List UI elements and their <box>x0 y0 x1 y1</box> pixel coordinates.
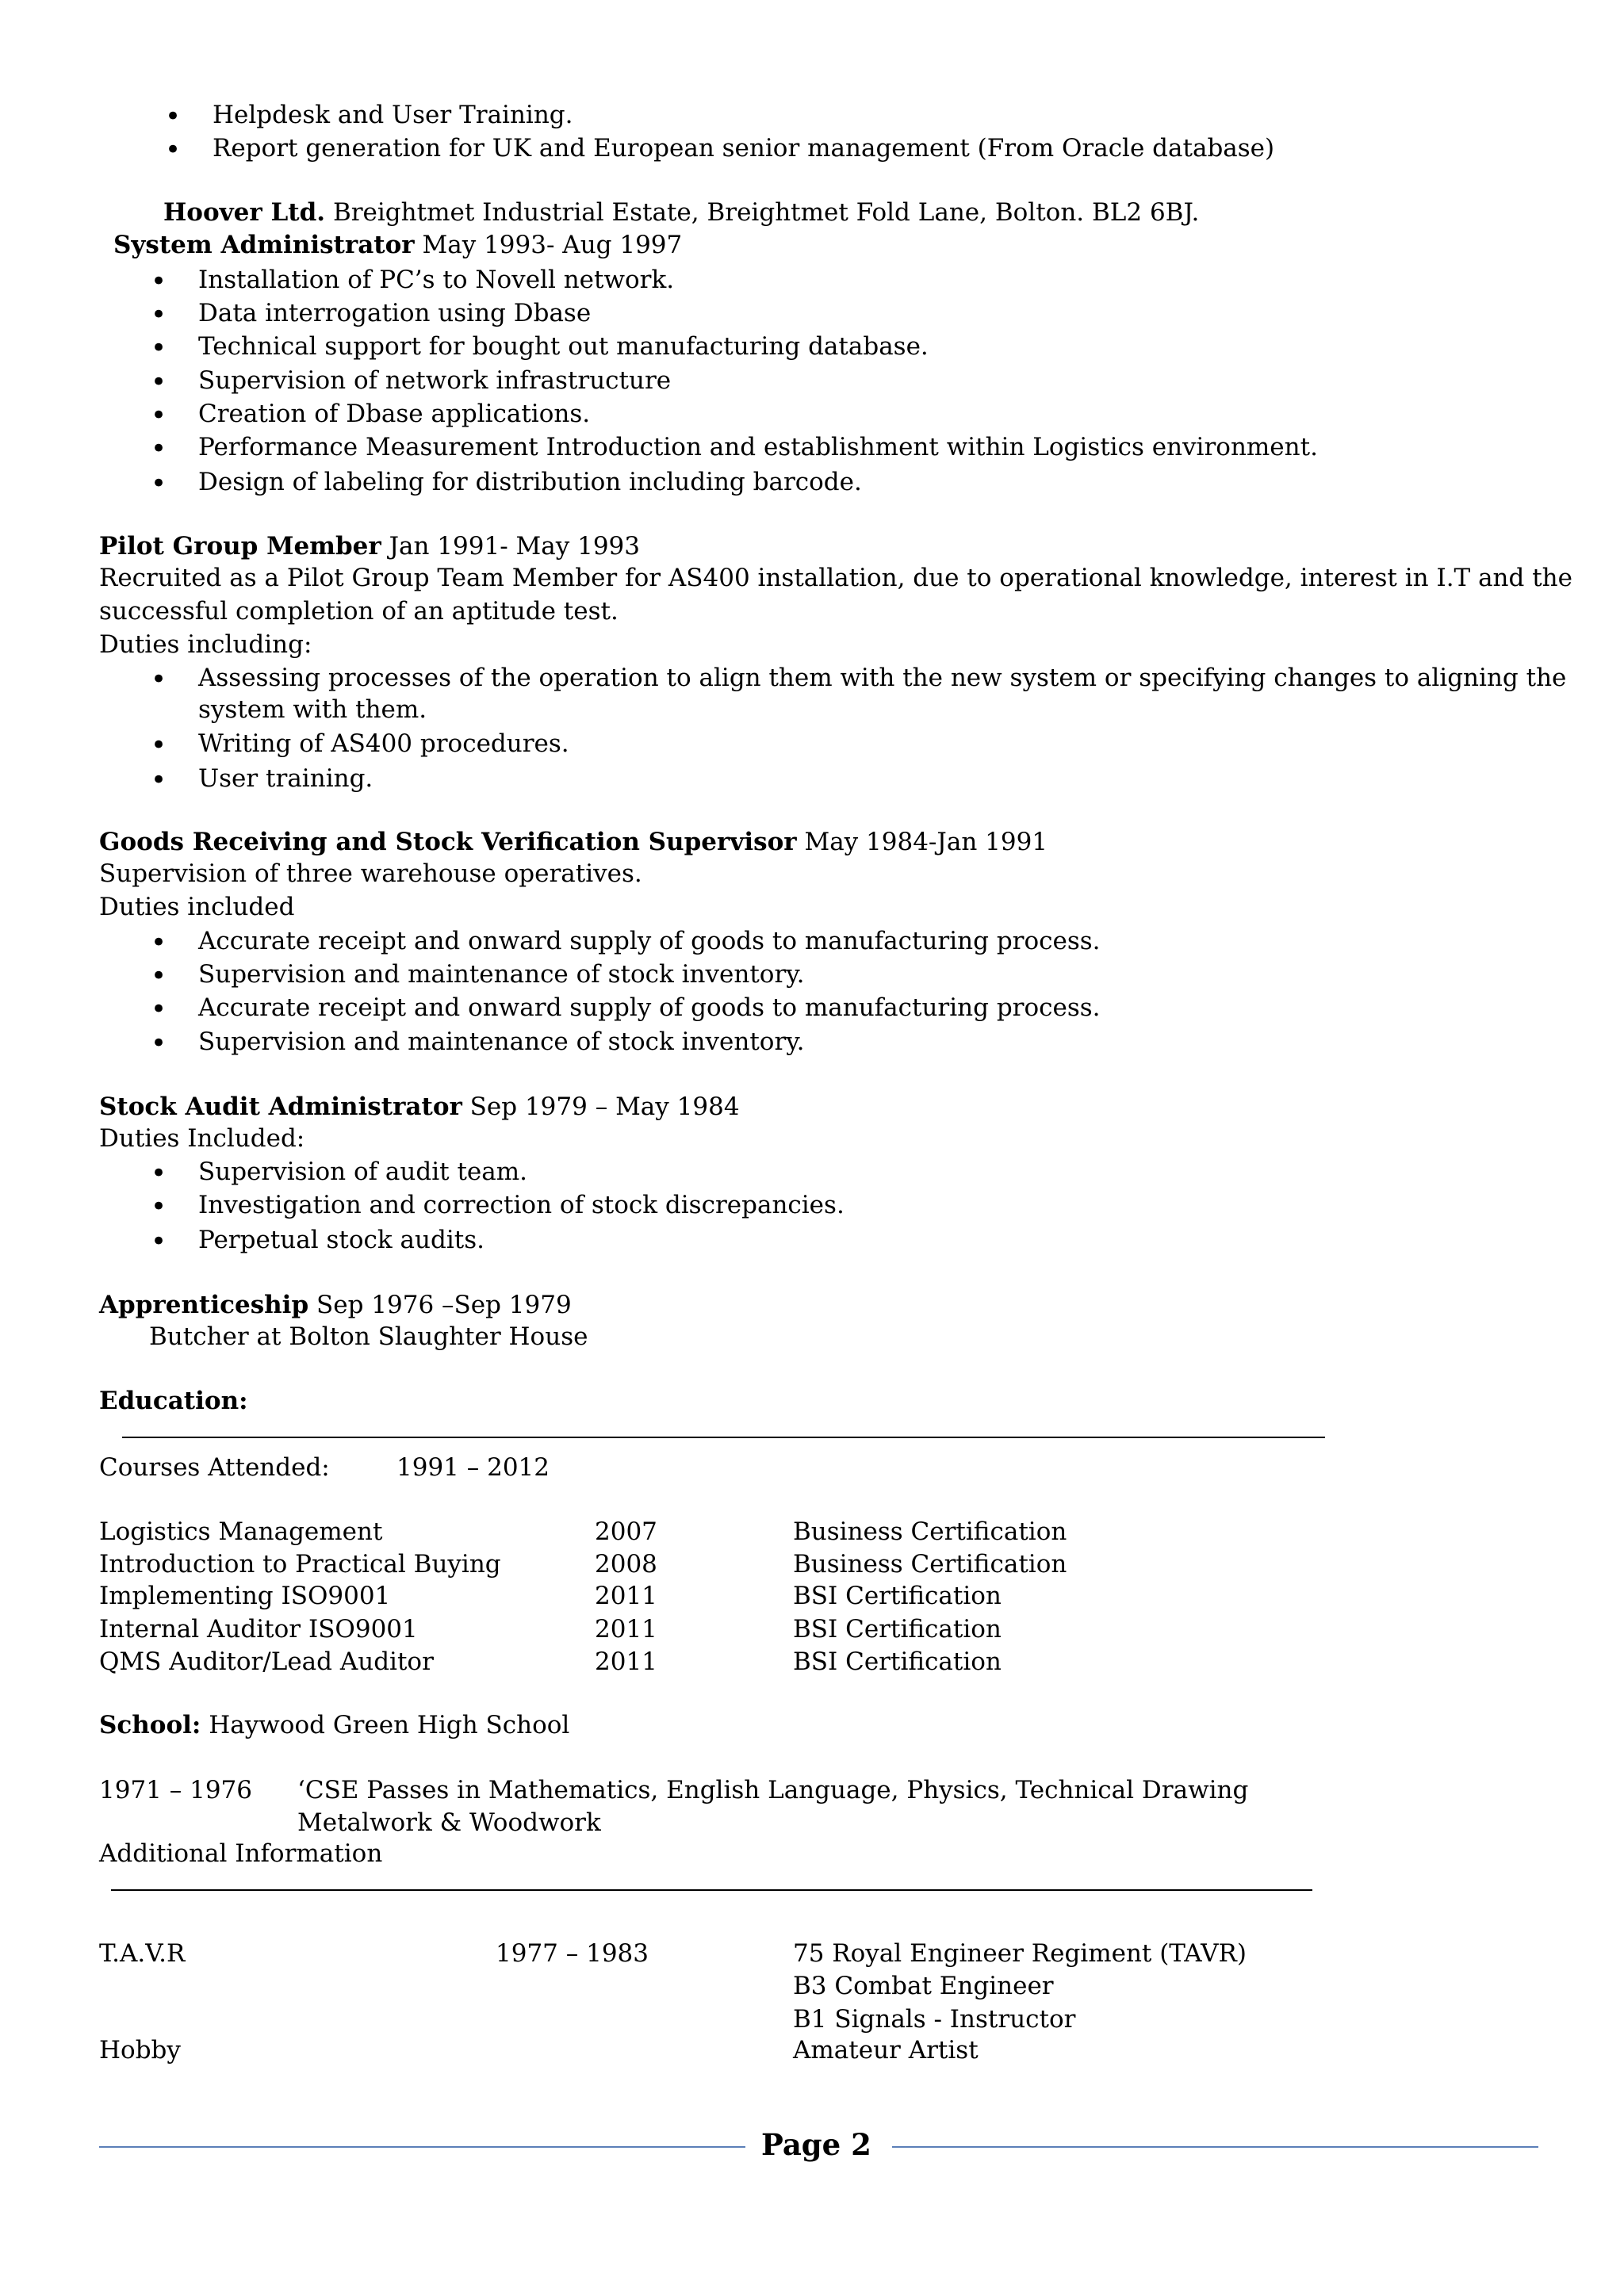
list-item: • Installation of PC’s to Novell network. <box>198 268 674 293</box>
list-item: • Accurate receipt and onward supply of goods to manufacturing process. <box>198 996 1101 1020</box>
courses-label: Courses Attended: <box>99 1453 330 1482</box>
role-line <box>99 830 1048 855</box>
list-item: • Performance Measurement Introduction and establishment within Logistics environment. <box>198 435 1318 460</box>
school-name: Haywood Green High School <box>201 1711 570 1739</box>
list-item: • Investigation and correction of stock discrepancies. <box>198 1193 845 1218</box>
employer-line <box>163 198 1200 227</box>
list-item: • Supervision and maintenance of stock inventory. <box>198 962 805 987</box>
list-item: • Creation of Dbase applications. <box>198 402 590 427</box>
course-cert: BSI Certification <box>793 1582 1002 1610</box>
list-item: • Data interrogation using Dbase <box>198 301 591 326</box>
role-dates: Jan 1991- May 1993 <box>381 532 641 561</box>
list-item: • Perpetual stock audits. <box>198 1228 485 1253</box>
footer-rule-left <box>99 2146 745 2148</box>
role-title: Pilot Group Member <box>99 532 381 561</box>
divider <box>122 1437 1325 1438</box>
role-title: Goods Receiving and Stock Verification Supervisor <box>99 828 797 856</box>
section-heading-additional: Additional Information <box>99 1839 383 1868</box>
course-name: QMS Auditor/Lead Auditor <box>99 1647 434 1676</box>
course-name: Introduction to Practical Buying <box>99 1550 501 1578</box>
role-title: Apprenticeship <box>99 1291 309 1319</box>
role-line <box>99 1095 740 1119</box>
list-item: • Technical support for bought out manufacturing database. <box>198 335 929 359</box>
role-dates: May 1993- Aug 1997 <box>414 231 683 259</box>
role-line <box>99 534 640 559</box>
course-year: 2011 <box>595 1582 657 1610</box>
role-line <box>113 233 682 258</box>
footer-rule-right <box>892 2146 1538 2148</box>
list-item: • Supervision of network infrastructure <box>198 369 671 393</box>
course-year: 2007 <box>595 1517 657 1546</box>
course-year: 2008 <box>595 1550 657 1578</box>
course-cert: Business Certification <box>793 1517 1067 1546</box>
employer-address: Breightmet Industrial Estate, Breightmet Fold Lane, Bolton. BL2 6BJ. <box>325 198 1200 227</box>
divider <box>111 1889 1312 1891</box>
paragraph-line: Supervision of three warehouse operatives. <box>99 859 642 888</box>
employer-name: Hoover Ltd. <box>163 198 326 227</box>
course-cert: Business Certification <box>793 1550 1067 1578</box>
list-item: • Accurate receipt and onward supply of goods to manufacturing process. <box>198 929 1101 954</box>
role-dates: Sep 1979 – May 1984 <box>462 1093 740 1121</box>
role-dates: May 1984-Jan 1991 <box>796 828 1048 856</box>
duties-label: Duties including: <box>99 630 312 659</box>
role-line <box>99 1293 572 1318</box>
courses-range: 1991 – 2012 <box>396 1453 550 1482</box>
list-item: • Supervision and maintenance of stock inventory. <box>198 1030 805 1054</box>
list-item: • Assessing processes of the operation to align them with the new system or specifying changes to aligning the <box>198 666 1566 691</box>
paragraph-line: successful completion of an aptitude test. <box>99 597 619 626</box>
tavr-years: 1977 – 1983 <box>496 1939 649 1968</box>
course-name: Logistics Management <box>99 1517 383 1546</box>
paragraph-line: Butcher at Bolton Slaughter House <box>149 1322 588 1351</box>
hobby-label: Hobby <box>99 2036 181 2064</box>
course-name: Internal Auditor ISO9001 <box>99 1615 418 1644</box>
tavr-detail: 75 Royal Engineer Regiment (TAVR) <box>793 1939 1247 1968</box>
course-cert: BSI Certification <box>793 1647 1002 1676</box>
school-label: School: <box>99 1711 201 1739</box>
list-item: • Report generation for UK and European senior management (From Oracle database) <box>213 136 1274 161</box>
list-item: • Supervision of audit team. <box>198 1160 527 1184</box>
list-item: • Writing of AS400 procedures. <box>198 732 569 756</box>
duties-label: Duties Included: <box>99 1124 305 1153</box>
page-number: Page 2 <box>761 2127 871 2162</box>
paragraph-line: Recruited as a Pilot Group Team Member for AS400 installation, due to operational knowledge, interest in I.T and the <box>99 564 1572 592</box>
school-years: 1971 – 1976 <box>99 1776 252 1804</box>
tavr-detail: B3 Combat Engineer <box>793 1972 1054 2000</box>
role-title: System Administrator <box>113 231 415 259</box>
course-year: 2011 <box>595 1615 657 1644</box>
duties-label: Duties included <box>99 893 295 921</box>
school-passes-cont: Metalwork & Woodwork <box>297 1808 601 1837</box>
hobby-value: Amateur Artist <box>793 2036 979 2064</box>
school-passes: ‘CSE Passes in Mathematics, English Language, Physics, Technical Drawing <box>297 1776 1249 1804</box>
role-dates: Sep 1976 –Sep 1979 <box>308 1291 572 1319</box>
list-item-continuation: system with them. <box>198 695 427 724</box>
tavr-label: T.A.V.R <box>99 1939 186 1968</box>
list-item: • Design of labeling for distribution including barcode. <box>198 470 862 495</box>
school-line <box>99 1713 569 1738</box>
role-title: Stock Audit Administrator <box>99 1093 462 1121</box>
course-year: 2011 <box>595 1647 657 1676</box>
course-name: Implementing ISO9001 <box>99 1582 391 1610</box>
section-heading-education: Education: <box>99 1387 248 1415</box>
course-cert: BSI Certification <box>793 1615 1002 1644</box>
tavr-detail: B1 Signals - Instructor <box>793 2005 1076 2034</box>
list-item: • Helpdesk and User Training. <box>213 103 573 128</box>
list-item: • User training. <box>198 767 373 791</box>
